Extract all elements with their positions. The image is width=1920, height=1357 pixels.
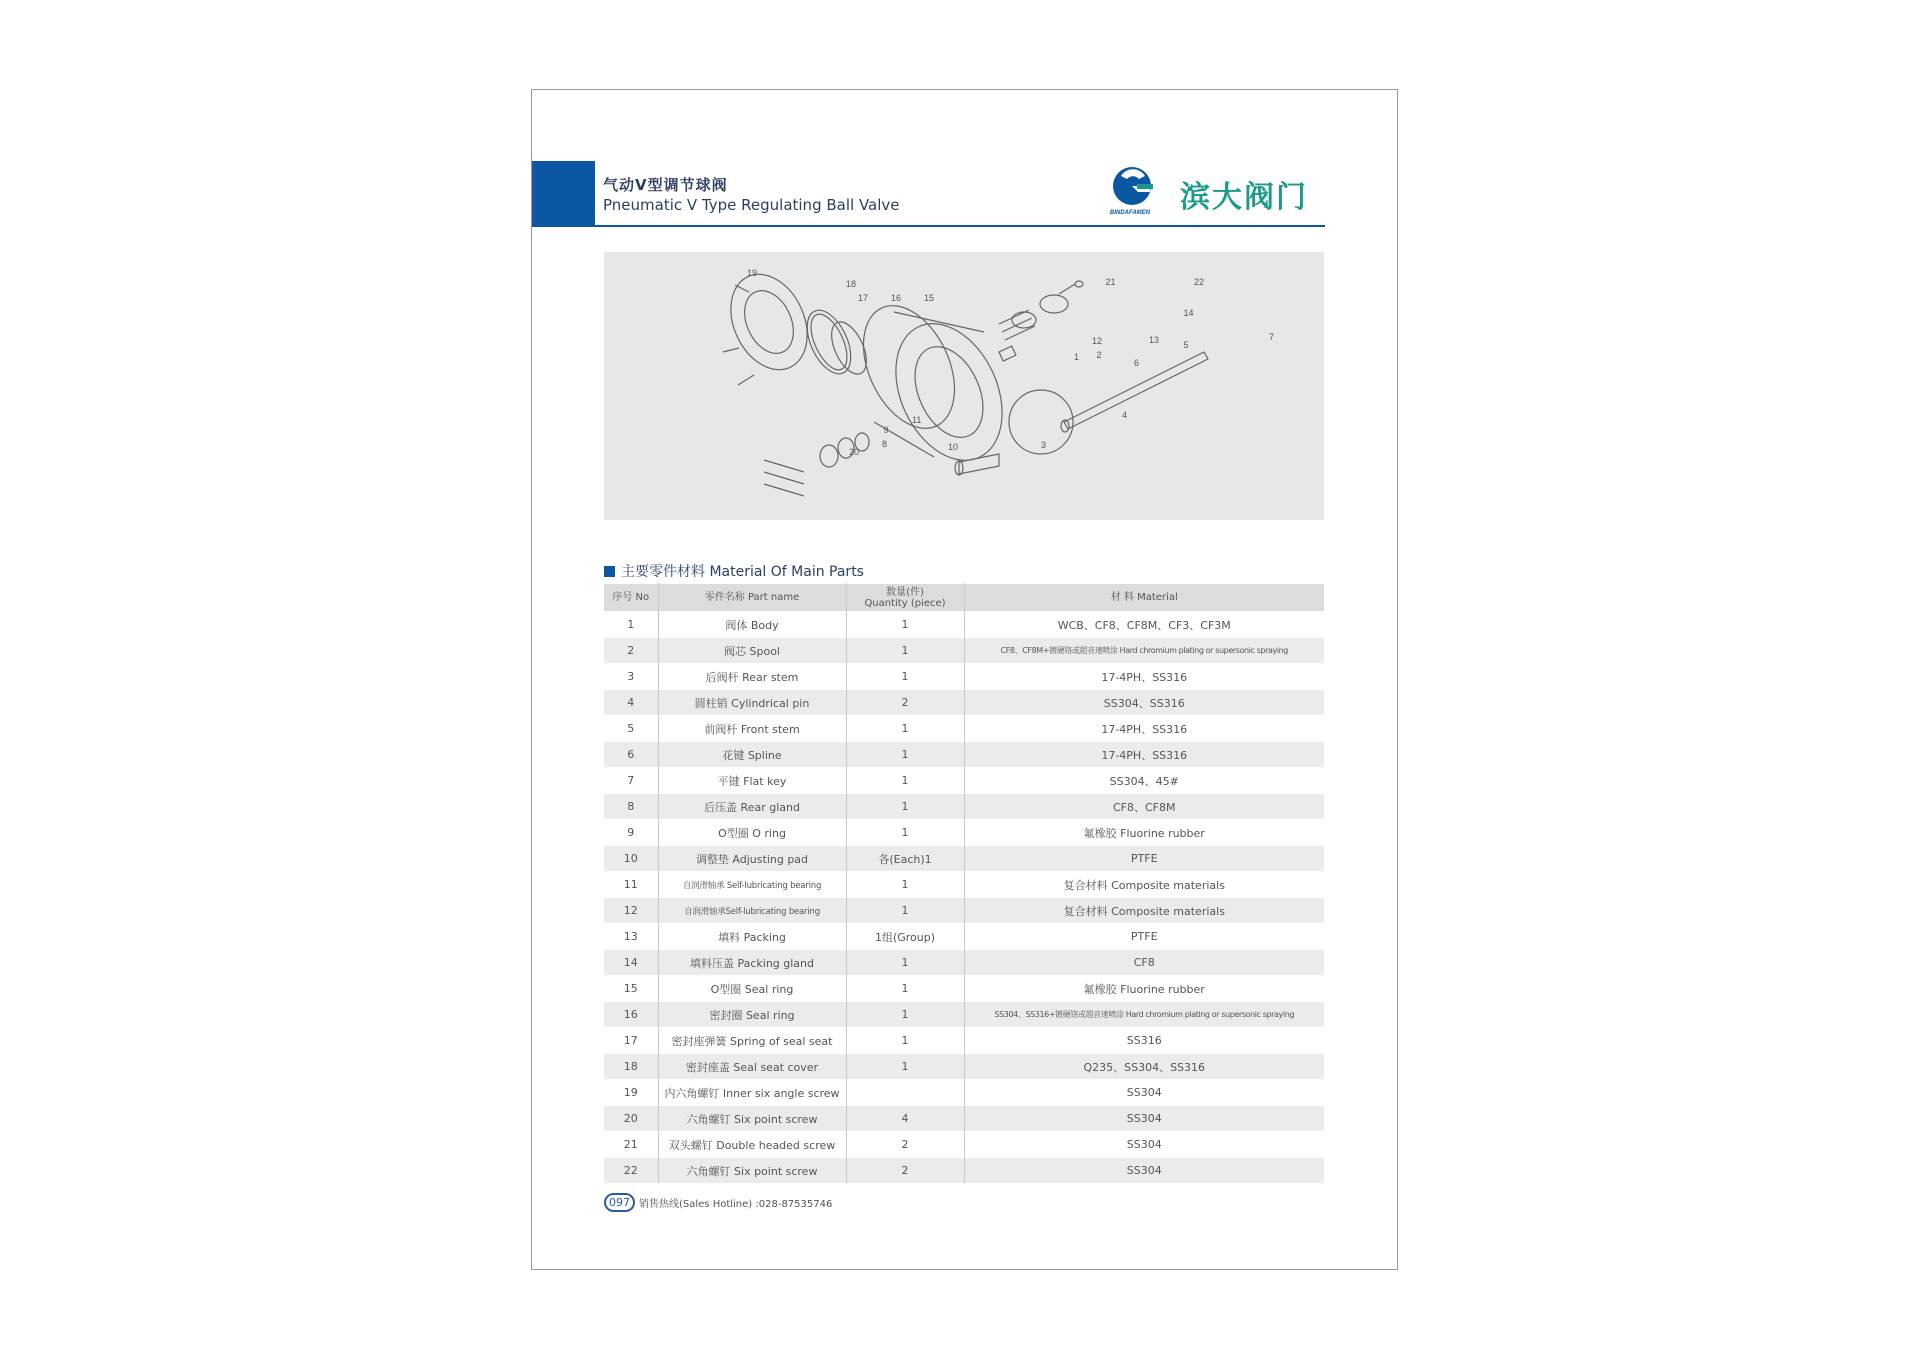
callout-10: 10	[948, 442, 959, 452]
table-row	[604, 612, 1324, 638]
cell-material: PTFE	[964, 846, 1324, 872]
cell-quantity: 4	[846, 1106, 964, 1132]
cell-no: 4	[604, 690, 658, 716]
callout-13: 13	[1149, 335, 1160, 345]
cell-quantity: 2	[846, 690, 964, 716]
part-rear-gland	[820, 445, 838, 467]
cell-quantity	[846, 1080, 964, 1106]
cell-quantity: 1	[846, 716, 964, 742]
callout-7: 7	[1269, 332, 1275, 342]
callout-18: 18	[846, 279, 857, 289]
col-header-qty-en: Quantity (piece)	[864, 597, 946, 609]
part-screws	[764, 460, 804, 496]
table-row	[604, 950, 1324, 976]
cell-part-name: 平键 Flat key	[658, 768, 846, 794]
cell-no: 17	[604, 1028, 658, 1054]
col-header-no: 序号 No	[604, 584, 658, 612]
cell-material: WCB、CF8、CF8M、CF3、CF3M	[964, 612, 1324, 638]
cell-material: CF8	[964, 950, 1324, 976]
cell-quantity: 1	[846, 1054, 964, 1080]
table-row	[604, 820, 1324, 846]
col-header-part: 零件名称 Part name	[658, 584, 846, 612]
cell-material: SS304	[964, 1080, 1324, 1106]
cell-quantity: 各(Each)1	[846, 846, 964, 872]
table-row	[604, 1132, 1324, 1158]
table-row	[604, 638, 1324, 664]
cell-part-name: 调整垫 Adjusting pad	[658, 846, 846, 872]
part-cover-screws	[723, 285, 754, 385]
cell-no: 5	[604, 716, 658, 742]
callout-3: 3	[1041, 440, 1047, 450]
cell-material: 氟橡胶 Fluorine rubber	[964, 820, 1324, 846]
callout-2: 2	[1096, 350, 1102, 360]
cell-part-name: O型圈 O ring	[658, 820, 846, 846]
col-header-qty	[846, 584, 964, 612]
cell-quantity: 1	[846, 768, 964, 794]
cell-quantity: 2	[846, 1158, 964, 1184]
part-packing	[999, 310, 1035, 340]
cell-part-name: 填料压盖 Packing gland	[658, 950, 846, 976]
callout-19: 19	[747, 268, 758, 278]
cell-no: 19	[604, 1080, 658, 1106]
part-packing-gland	[1040, 295, 1068, 313]
table-row	[604, 794, 1324, 820]
page-title-en: Pneumatic V Type Regulating Ball Valve	[603, 196, 900, 214]
cell-no: 8	[604, 794, 658, 820]
table-header-row	[604, 584, 1324, 612]
brand-name-en: BINDAFAMEN	[1110, 210, 1150, 216]
cell-material: SS304、SS316+镀硬铬或超音速喷涂 Hard chromium plating or supersonic spraying	[964, 1002, 1324, 1028]
cell-part-name: 自润滑轴承 Self-lubricating bearing	[658, 872, 846, 898]
cell-material: SS304、SS316	[964, 690, 1324, 716]
cell-material: 17-4PH、SS316	[964, 664, 1324, 690]
cell-quantity: 1	[846, 950, 964, 976]
cell-part-name: 填料 Packing	[658, 924, 846, 950]
table-row	[604, 716, 1324, 742]
cell-material: SS304	[964, 1106, 1324, 1132]
callout-17: 17	[858, 293, 869, 303]
cell-material: CF8、CF8M+镀硬铬或超音速喷涂 Hard chromium plating or supersonic spraying	[964, 638, 1324, 664]
callout-8: 8	[882, 439, 888, 449]
col-header-qty-cn: 数量(件)	[886, 586, 924, 598]
header-accent-block	[532, 161, 595, 227]
section-heading-text: 主要零件材料 Material Of Main Parts	[621, 564, 864, 580]
cell-quantity: 1	[846, 976, 964, 1002]
cell-no: 3	[604, 664, 658, 690]
header-rule	[595, 225, 1325, 227]
cell-no: 15	[604, 976, 658, 1002]
col-header-material: 材 料 Material	[964, 584, 1324, 612]
cell-quantity: 1	[846, 872, 964, 898]
section-marker-icon	[604, 566, 615, 577]
cell-no: 11	[604, 872, 658, 898]
cell-part-name: 内六角螺钉 Inner six angle screw	[658, 1080, 846, 1106]
cell-no: 21	[604, 1132, 658, 1158]
cell-no: 6	[604, 742, 658, 768]
cell-part-name: 后阀杆 Rear stem	[658, 664, 846, 690]
cell-no: 13	[604, 924, 658, 950]
brand-name-cn: 滨大阀门	[1180, 180, 1308, 215]
cell-material: SS304、45#	[964, 768, 1324, 794]
cell-part-name: O型圈 Seal ring	[658, 976, 846, 1002]
callout-14: 14	[1183, 308, 1194, 318]
cell-quantity: 1	[846, 664, 964, 690]
cell-no: 2	[604, 638, 658, 664]
cell-part-name: 密封座弹簧 Spring of seal seat	[658, 1028, 846, 1054]
cell-part-name: 密封圈 Seal ring	[658, 1002, 846, 1028]
cell-material: SS316	[964, 1028, 1324, 1054]
table-row	[604, 690, 1324, 716]
callout-11: 11	[912, 415, 922, 425]
cell-part-name: 阀芯 Spool	[658, 638, 846, 664]
cell-no: 1	[604, 612, 658, 638]
table-row	[604, 1054, 1324, 1080]
cell-material: SS304	[964, 1158, 1324, 1184]
cell-quantity: 1	[846, 638, 964, 664]
cell-no: 7	[604, 768, 658, 794]
cell-quantity: 2	[846, 1132, 964, 1158]
cell-material: PTFE	[964, 924, 1324, 950]
page-title-cn: 气动V型调节球阀	[603, 176, 728, 194]
table-row	[604, 872, 1324, 898]
table-row	[604, 898, 1324, 924]
cell-quantity: 1	[846, 742, 964, 768]
cell-material: SS304	[964, 1132, 1324, 1158]
cell-no: 10	[604, 846, 658, 872]
section-heading	[604, 561, 864, 581]
cell-part-name: 阀体 Body	[658, 612, 846, 638]
cell-no: 14	[604, 950, 658, 976]
callout-20: 20	[849, 447, 860, 457]
cell-part-name: 六角螺钉 Six point screw	[658, 1106, 846, 1132]
cell-material: 复合材料 Composite materials	[964, 898, 1324, 924]
cell-quantity: 1	[846, 898, 964, 924]
materials-table	[604, 583, 1324, 1183]
cell-part-name: 双头螺钉 Double headed screw	[658, 1132, 846, 1158]
callout-16: 16	[891, 293, 902, 303]
callout-1: 1	[1074, 352, 1080, 362]
table-row	[604, 742, 1324, 768]
callout-5: 5	[1183, 340, 1189, 350]
cell-part-name: 花键 Spline	[658, 742, 846, 768]
cell-material: Q235、SS304、SS316	[964, 1054, 1324, 1080]
cell-quantity: 1	[846, 820, 964, 846]
cell-part-name: 后压盖 Rear gland	[658, 794, 846, 820]
cell-no: 12	[604, 898, 658, 924]
callout-9: 9	[883, 425, 889, 435]
table-row	[604, 664, 1324, 690]
cell-part-name: 自润滑轴承Self-lubricating bearing	[658, 898, 846, 924]
callout-21: 21	[1105, 277, 1116, 287]
valve-exploded-drawing	[604, 252, 1324, 520]
cell-material: 复合材料 Composite materials	[964, 872, 1324, 898]
cell-no: 18	[604, 1054, 658, 1080]
table-row	[604, 1080, 1324, 1106]
cell-quantity: 1	[846, 794, 964, 820]
sales-hotline: 销售热线(Sales Hotline) :028-87535746	[639, 1199, 833, 1210]
table-row	[604, 768, 1324, 794]
page-number: 097	[604, 1193, 635, 1212]
callout-22: 22	[1194, 277, 1205, 287]
cell-quantity: 1组(Group)	[846, 924, 964, 950]
cell-material: CF8、CF8M	[964, 794, 1324, 820]
table-row	[604, 924, 1324, 950]
callout-6: 6	[1134, 358, 1140, 368]
table-row	[604, 1106, 1324, 1132]
part-seal-ring	[798, 304, 859, 381]
catalog-page	[531, 89, 1398, 1270]
cell-no: 20	[604, 1106, 658, 1132]
cell-part-name: 六角螺钉 Six point screw	[658, 1158, 846, 1184]
cell-material: 17-4PH、SS316	[964, 716, 1324, 742]
exploded-view-panel	[604, 252, 1324, 520]
callout-15: 15	[924, 293, 935, 303]
table-row	[604, 1002, 1324, 1028]
table-row	[604, 1158, 1324, 1184]
cell-no: 22	[604, 1158, 658, 1184]
footer	[604, 1193, 832, 1212]
cell-no: 16	[604, 1002, 658, 1028]
table-row	[604, 1028, 1324, 1054]
cell-part-name: 前阀杆 Front stem	[658, 716, 846, 742]
part-rear-cover	[716, 262, 822, 382]
table-row	[604, 976, 1324, 1002]
cell-material: 17-4PH、SS316	[964, 742, 1324, 768]
cell-no: 9	[604, 820, 658, 846]
table-row	[604, 846, 1324, 872]
cell-quantity: 1	[846, 1002, 964, 1028]
cell-material: 氟橡胶 Fluorine rubber	[964, 976, 1324, 1002]
cell-quantity: 1	[846, 612, 964, 638]
cell-part-name: 密封座盖 Seal seat cover	[658, 1054, 846, 1080]
callout-4: 4	[1122, 410, 1128, 420]
cell-part-name: 圆柱销 Cylindrical pin	[658, 690, 846, 716]
cell-quantity: 1	[846, 1028, 964, 1054]
callout-12: 12	[1092, 336, 1103, 346]
